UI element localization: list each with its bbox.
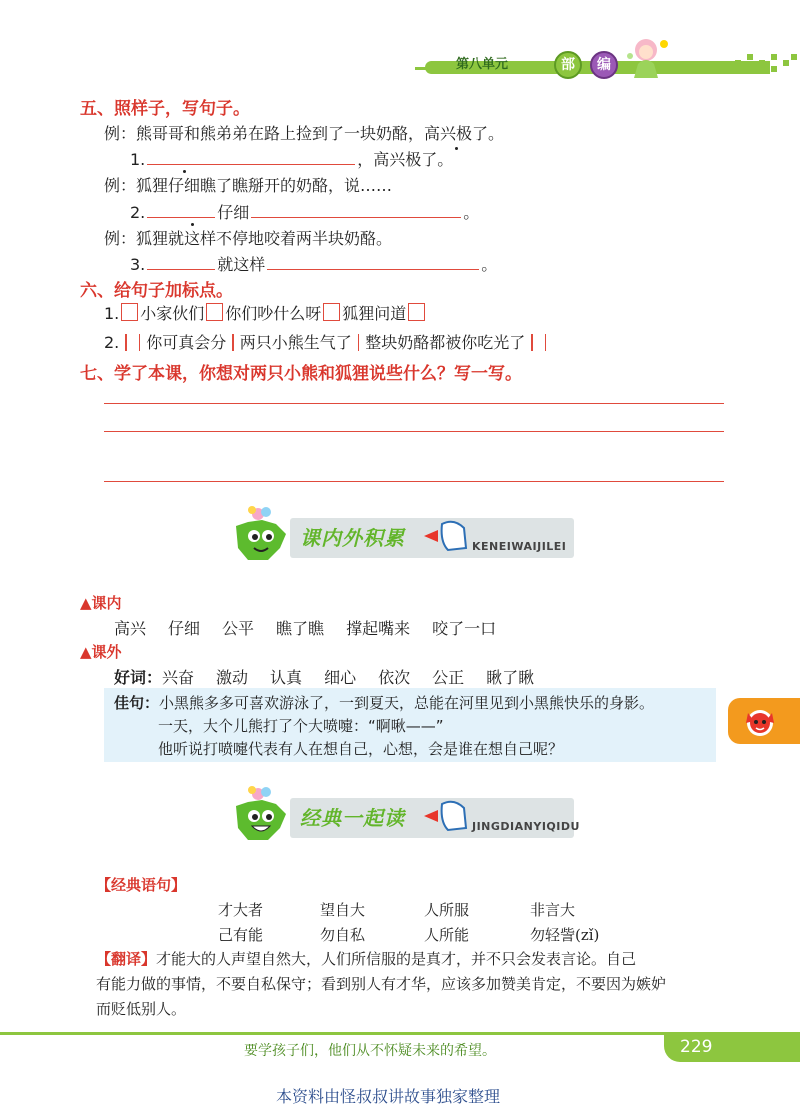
q5-item-1: 1. ，高兴极了。 <box>130 150 454 169</box>
q5-example-3: 例：狐狸就这样不停地咬着两半块奶酪。 <box>104 229 393 248</box>
q6-line-2: 2. 你可真会分 两只小熊生气了 整块奶酪都被你吃光了 <box>104 330 552 353</box>
punct-slot[interactable] <box>139 334 141 351</box>
classic-label: 【经典语句】 <box>96 876 187 894</box>
pointing-hand-icon <box>424 518 470 554</box>
side-tab <box>728 698 800 744</box>
punct-box[interactable] <box>323 303 340 321</box>
q5-example-2: 例：狐狸仔细瞧了瞧掰开的奶酪，说…… <box>104 176 393 195</box>
outclass-label: ▲课外 <box>80 643 122 661</box>
answer-blank[interactable] <box>251 216 461 218</box>
unit-label: 第八单元 <box>456 57 509 72</box>
green-mascot-icon <box>228 504 298 566</box>
punct-slot[interactable] <box>232 334 234 351</box>
classic-row-2: 己有能 勿自私 人所能 勿轻訾(zǐ) <box>218 926 600 944</box>
punct-slot[interactable] <box>125 334 127 351</box>
banner-pinyin: JINGDIANYIQIDU <box>472 820 580 833</box>
punct-slot[interactable] <box>531 334 533 351</box>
translation-label: 【翻译】 <box>96 950 157 968</box>
section-banner-classic <box>228 784 580 846</box>
classic-row-1: 才大者 望自大 人所服 非言大 <box>218 901 576 919</box>
good-sentence-label: 佳句： <box>114 694 160 712</box>
good-sentence-row: 佳句：小黑熊多多可喜欢游泳了，一到夏天，总能在河里见到小黑熊快乐的身影。 一天，大个儿熊打了个大喷嚏：“啊啾——” 他听说打喷嚏代表有人在想自己，心想，会是谁在想自己呢？ <box>114 694 655 758</box>
emphasis-dots: 仔细 <box>168 176 201 195</box>
q5-item-3: 3. 就这样 。 <box>130 255 498 274</box>
emphasis-dots: 高兴极了 <box>424 124 489 143</box>
q6-line-1: 1. 小家伙们 你们吵什么呀 狐狸问道 <box>104 301 427 324</box>
writing-line[interactable] <box>104 403 724 404</box>
fairy-girl-illustration <box>620 34 676 82</box>
banner-title: 课内外积累 <box>300 526 405 550</box>
answer-blank[interactable] <box>147 268 215 270</box>
inclass-words: 高兴 仔细 公平 瞧了瞧 撑起嘴来 咬了一口 <box>114 619 497 638</box>
pointing-hand-icon <box>424 798 470 834</box>
q5-example-1: 例：熊哥哥和熊弟弟在路上捡到了一块奶酪，高兴极了。 <box>104 124 505 143</box>
writing-line[interactable] <box>104 481 724 482</box>
page-number: 229 <box>680 1037 713 1057</box>
banner-title: 经典一起读 <box>300 806 405 830</box>
q5-title: 五、照样子，写句子。 <box>80 99 250 119</box>
footer-motto: 要学孩子们，他们从不怀疑未来的希望。 <box>244 1043 496 1059</box>
badge-bian: 编 <box>590 51 618 79</box>
punct-box[interactable] <box>121 303 138 321</box>
header-stripe <box>415 67 435 70</box>
q7-title: 七、学了本课，你想对两只小熊和狐狸说些什么？写一写。 <box>80 364 522 384</box>
q5-item-2: 2. 仔细 。 <box>130 203 480 222</box>
fox-face-icon <box>742 703 778 739</box>
page-number-tab <box>664 1034 800 1062</box>
answer-blank[interactable] <box>147 163 355 165</box>
emphasis-dots: 就这样 <box>168 229 217 248</box>
badge-bu: 部 <box>554 51 582 79</box>
footer-credit: 本资料由怪叔叔讲故事独家整理 <box>276 1087 501 1106</box>
answer-blank[interactable] <box>147 216 215 218</box>
good-words-label: 好词： <box>114 668 163 687</box>
punct-box[interactable] <box>206 303 223 321</box>
green-mascot-icon <box>228 784 298 846</box>
translation: 【翻译】才能大的人声望自然大，人们所信服的是真才，并不只会发表言论。自己 有能力做的事情，不要自私保守；看到别人有才华，应该多加赞美肯定，不要因为嫉妒 而贬低别人。 <box>96 950 667 1018</box>
good-words-row: 好词：兴奋 激动 认真 细心 依次 公正 瞅了瞅 <box>114 668 535 687</box>
inclass-label: ▲课内 <box>80 594 122 612</box>
punct-slot[interactable] <box>545 334 547 351</box>
checker-decoration <box>735 52 797 74</box>
punct-box[interactable] <box>408 303 425 321</box>
q6-title: 六、给句子加标点。 <box>80 281 233 301</box>
punct-slot[interactable] <box>358 334 360 351</box>
writing-line[interactable] <box>104 431 724 432</box>
section-banner-accumulation <box>228 504 574 566</box>
answer-blank[interactable] <box>267 268 479 270</box>
banner-pinyin: KENEIWAIJILEI <box>472 540 567 553</box>
